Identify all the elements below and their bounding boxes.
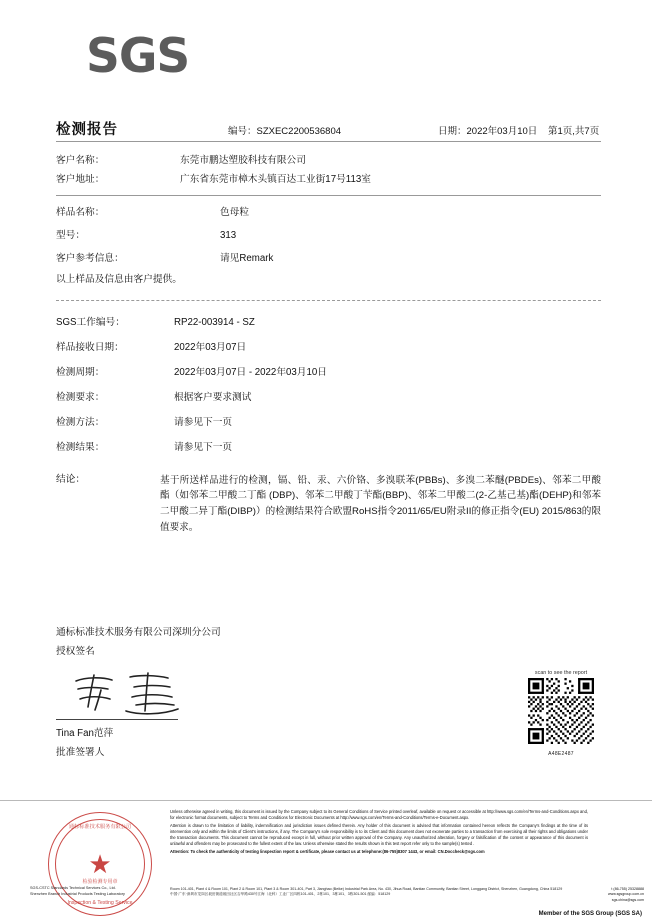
sample-ref-value: 请见Remark: [220, 253, 274, 265]
qr-id: A48E2487: [548, 751, 574, 757]
stamp-center-text: 检验检测专用章: [82, 878, 118, 885]
sample-info: [56, 206, 601, 285]
signatory-name: Tina Fan范萍: [56, 728, 114, 739]
page-title: 检测报告: [56, 122, 118, 138]
test-period-label: 检测周期：: [56, 367, 105, 379]
footer-member-line: Member of the SGS Group (SGS SA): [538, 911, 642, 917]
footer-address-cn: 中国·广东·深圳市龙岗区坂田街道坂田社区吉华路430号江海（北科）工业厂区四栋101-401、2栋101、3栋101、3栋301-501 邮编：518129: [170, 892, 391, 897]
test-period-value: 2022年03月07日 - 2022年03月10日: [174, 367, 327, 379]
footer-disclaimer-line-1: Unless otherwise agreed in writing, this document is issued by the Company subject to its General Conditions of Service printed overleaf, available on request or accessible at http://www.sgs.com/en/Terms-and-Conditions.aspx and, for electronic format documents, subject to Terms and Conditions for Electronic Documents at http://www.sgs.com/en/Terms-and-Conditions/Terms-e-Document.aspx.: [170, 809, 588, 820]
stamp-star-icon: ★: [88, 849, 112, 879]
stamp-arc-top: 通标标准技术服务有限公司: [68, 824, 132, 830]
test-method-value: 请参见下一页: [174, 417, 233, 429]
lab-mark-line-1: SGS-CSTC Standards Technical Services Co., Ltd.: [30, 886, 116, 891]
qr-block: [522, 670, 600, 757]
footer-contact: [608, 887, 644, 903]
customer-info: [56, 154, 601, 192]
header-divider: [56, 141, 601, 142]
footer-website: www.sgsgroup.com.cn: [608, 892, 644, 897]
qr-caption: scan to see the report: [534, 670, 588, 676]
customer-name-label: 客户名称：: [56, 155, 105, 166]
page-indicator: 第1页,共7页: [548, 126, 600, 137]
customer-address-row: [56, 173, 601, 186]
job-number-row: [56, 316, 601, 329]
sample-divider: [56, 300, 601, 301]
lab-mark: [30, 886, 170, 897]
sample-ref-label: 客户参考信息：: [56, 253, 124, 265]
footer-address: [170, 887, 600, 898]
customer-divider: [56, 195, 601, 196]
sample-name-row: [56, 206, 601, 219]
sample-note: 以上样品及信息由客户提供。: [56, 274, 182, 286]
received-date-label: 样品接收日期：: [56, 342, 124, 354]
conclusion-text: 基于所送样品进行的检测，镉、铅、汞、六价铬、多溴联苯(PBBs)、多溴二苯醚(PBDEs)、邻苯二甲酸酯（如邻苯二甲酸二丁酯 (DBP)、邻苯二甲酸丁苄酯(BBP)、邻苯二甲酸二(2-乙基己基)酯(DEHP)和邻苯二甲酸二异丁酯(DIBP)）的检测结果符合欧盟RoHS指令2011/65/EU附录II的修正指令(EU) 2015/863的限值要求。: [160, 474, 601, 534]
sample-ref-row: [56, 252, 601, 265]
test-requirement-row: [56, 391, 601, 404]
sample-name-label: 样品名称：: [56, 207, 105, 218]
customer-name-value: 东莞市鹏达塑胶科技有限公司: [180, 155, 306, 166]
test-method-label: 检测方法：: [56, 417, 105, 429]
signature-ink-icon: [68, 671, 198, 717]
job-number-value: RP22-003914 - SZ: [174, 317, 255, 328]
footer-phone: t (86-755) 25328888: [611, 887, 644, 891]
signature-company: 通标标准技术服务有限公司深圳分公司: [56, 627, 221, 638]
footer-disclaimer: [170, 809, 588, 857]
test-info: [56, 316, 601, 536]
received-date-value: 2022年03月07日: [174, 342, 247, 354]
test-result-value: 请参见下一页: [174, 442, 233, 454]
test-result-row: [56, 441, 601, 454]
sample-model-row: [56, 229, 601, 242]
sgs-logo-text: SGS: [86, 29, 190, 84]
sample-name-value: 色母粒: [220, 207, 250, 218]
footer-disclaimer-line-2: Attention is drawn to the limitation of liability, indemnification and jurisdiction issues defined therein. Any holder of this document is advised that information contained hereon reflects the Company's findings at the time of its intervention only and within the limits of Client's instructions, if any. The Company's sole responsibility is to its Client and this document does not exonerate parties to a transaction from exercising all their rights and obligations under the transaction documents. This document cannot be reproduced except in full, without prior written approval of the Company. Any unauthorized alteration, forgery or falsification of the content or appearance of this document is unlawful and offenders may be prosecuted to the fullest extent of the law. Unless otherwise stated the results shown in this test report refer only to the sample(s) tested .: [170, 823, 588, 846]
signature-block: [56, 624, 386, 758]
conclusion-row: [56, 473, 601, 536]
footer-address-en: Room 101-401, Plant 4 & Room 101, Plant 2 & Room 101, Plant 3 & Room 301-401, Part 3, Jianghao (Beike) Industrial Park Area, No. 430, Jihua Road, Bantian Community, Bantian Street, Longgang District, Shenzhen, Guangdong, China 518129: [170, 887, 563, 891]
test-method-row: [56, 416, 601, 429]
report-date: 日期：2022年03月10日: [438, 126, 538, 137]
customer-address-value: 广东省东莞市樟木头镇百达工业街17号113室: [180, 174, 371, 186]
sample-model-value: 313: [220, 230, 237, 242]
footer-email: sgs.china@sgs.com: [611, 897, 644, 902]
official-stamp-icon: [48, 812, 152, 916]
report-number: 编号：SZXEC2200536804: [228, 126, 342, 137]
customer-name-row: [56, 154, 601, 167]
lab-mark-line-2: Shenzhen Branch Industrial Products Testing Laboratory: [30, 891, 125, 896]
test-requirement-value: 根据客户要求测试: [174, 392, 252, 404]
customer-address-label: 客户地址：: [56, 174, 105, 186]
sample-model-label: 型号：: [56, 230, 86, 242]
footer-disclaimer-line-3: Attention: To check the authenticity of testing /inspection report & certificate, please contact us at telephone:(86-755)8307 1443, or email: CN.Doccheck@sgs.com: [170, 848, 485, 854]
signatory-role: 批准签署人: [56, 747, 105, 758]
test-result-label: 检测结果：: [56, 442, 105, 454]
qr-code-icon[interactable]: [528, 678, 594, 744]
received-date-row: [56, 341, 601, 354]
stamp-arc-bottom: Inspection & Testing Service: [67, 900, 133, 906]
report-header: [56, 118, 601, 139]
test-period-row: [56, 366, 601, 379]
conclusion-label: 结论：: [56, 473, 86, 485]
test-requirement-label: 检测要求：: [56, 392, 105, 404]
handwritten-signature: [56, 671, 386, 719]
signature-authorized-label: 授权签名: [56, 646, 95, 657]
signature-underline: [56, 719, 178, 720]
sgs-logo: [86, 29, 190, 84]
job-number-label: SGS工作编号：: [56, 317, 125, 328]
